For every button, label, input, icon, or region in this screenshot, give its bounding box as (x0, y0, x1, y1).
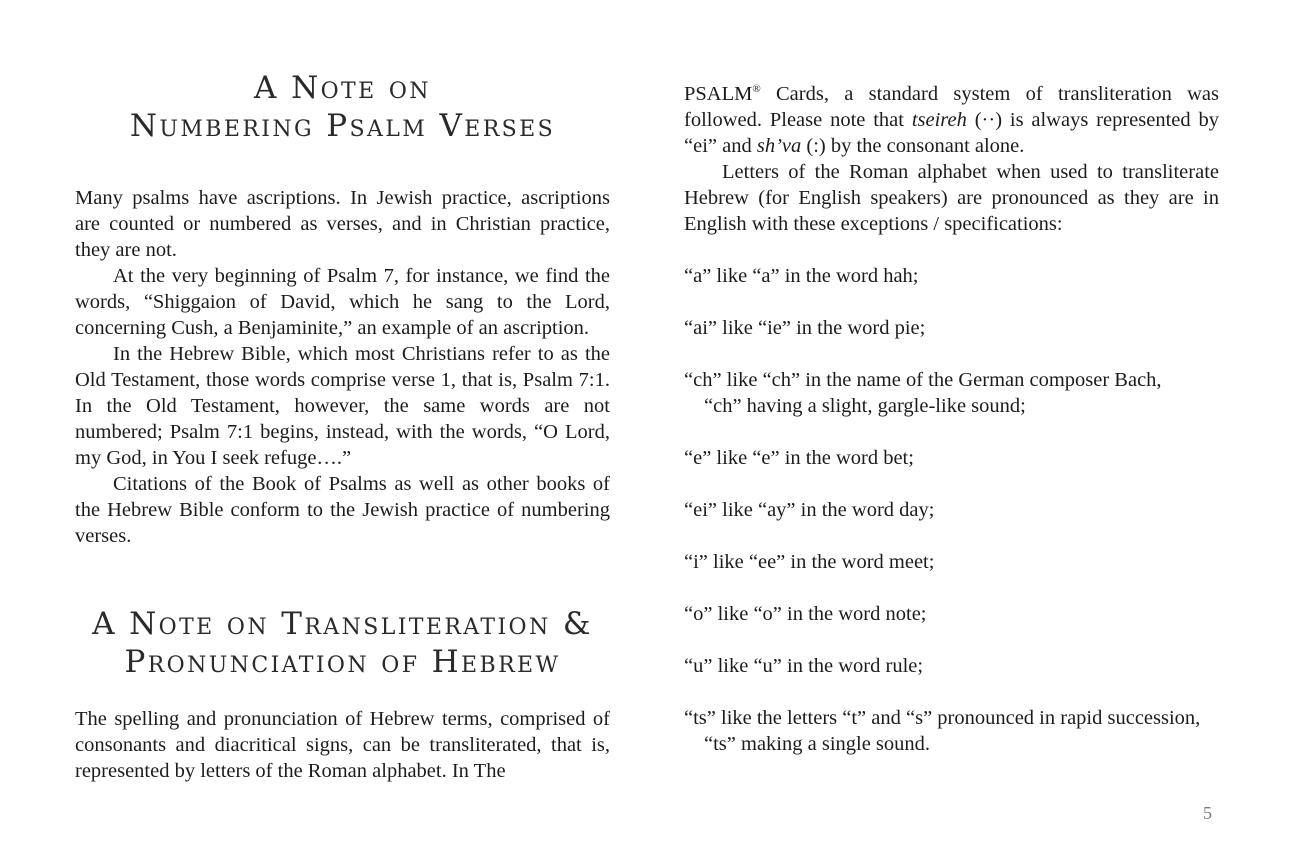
list-item-text: “ai” like “ie” in the word pie; (684, 317, 926, 339)
psalm-brand: PSALM (684, 83, 753, 105)
list-item-text: “ei” like “ay” in the word day; (684, 499, 935, 521)
text-fragment: Cards, a standard system of transliteration was followed. Please note that (684, 83, 1219, 131)
list-item-text: “ch” like “ch” in the name of the German composer Bach, (684, 369, 1162, 391)
list-item (684, 497, 1224, 523)
term-tseireh: tseireh (911, 109, 967, 131)
heading-line: Pronunciation of Hebrew (124, 644, 561, 680)
list-item (684, 445, 1224, 471)
list-item (684, 367, 1224, 419)
transliteration-section-body (75, 706, 610, 784)
list-item-text: “i” like “ee” in the word meet; (684, 551, 935, 573)
page-number: 5 (1203, 803, 1212, 823)
paragraph: Citations of the Book of Psalms as well as other books of the Hebrew Bible conform to the Jewish practice of numbering verses. (75, 473, 610, 547)
list-item-text: “ts” like the letters “t” and “s” pronounced in rapid succession, (684, 707, 1201, 729)
list-item (684, 653, 1224, 679)
list-item (684, 705, 1224, 757)
paragraph: In the Hebrew Bible, which most Christians refer to as the Old Testament, those words comprise verse 1, that is, Psalm 7:1. In the Old Testament, however, the same words are not numbered; Psalm 7:1 begins, instead, with the words, “O Lord, my God, in You I seek refuge….” (75, 343, 610, 469)
list-item-text: “u” like “u” in the word rule; (684, 655, 924, 677)
list-item-text: “e” like “e” in the word bet; (684, 447, 914, 469)
heading-line: A Note on Transliteration & (92, 606, 593, 642)
heading-numbering-psalm-verses (75, 69, 610, 145)
list-item (684, 263, 1224, 289)
paragraph (684, 81, 1219, 159)
text-fragment: (:) by the consonant alone. (801, 135, 1025, 157)
paragraph: Many psalms have ascriptions. In Jewish practice, ascriptions are counted or numbered as verses, and in Christian practice, they are not. (75, 187, 610, 261)
list-item (684, 549, 1224, 575)
list-item-text: “o” like “o” in the word note; (684, 603, 927, 625)
transliteration-continued (684, 81, 1219, 237)
registered-mark: ® (752, 83, 761, 95)
paragraph: Letters of the Roman alphabet when used to transliterate Hebrew (for English speakers) are pronounced as they are in English with these exceptions / specifications: (684, 161, 1219, 235)
heading-transliteration-pronunciation (75, 605, 610, 681)
pronunciation-list (684, 263, 1224, 783)
list-item-continuation: “ch” having a slight, gargle-like sound; (704, 395, 1026, 417)
list-item-continuation: “ts” making a single sound. (704, 733, 931, 755)
heading-line: Numbering Psalm Verses (129, 108, 556, 144)
list-item (684, 601, 1224, 627)
term-shva: sh’va (756, 135, 802, 157)
list-item-text: “a” like “a” in the word hah; (684, 265, 919, 287)
paragraph: The spelling and pronunciation of Hebrew terms, comprised of consonants and diacritical signs, can be transliterated, that is, represented by letters of the Roman alphabet. In The (75, 708, 610, 782)
text-fragment: (··) is always represented by “ei” and (684, 109, 1219, 157)
list-item (684, 315, 1224, 341)
numbering-section-body (75, 185, 610, 549)
paragraph: At the very beginning of Psalm 7, for instance, we find the words, “Shiggaion of David, which he sang to the Lord, concerning Cush, a Benjaminite,” an example of an ascription. (75, 265, 610, 339)
heading-line: A Note on (254, 70, 431, 106)
